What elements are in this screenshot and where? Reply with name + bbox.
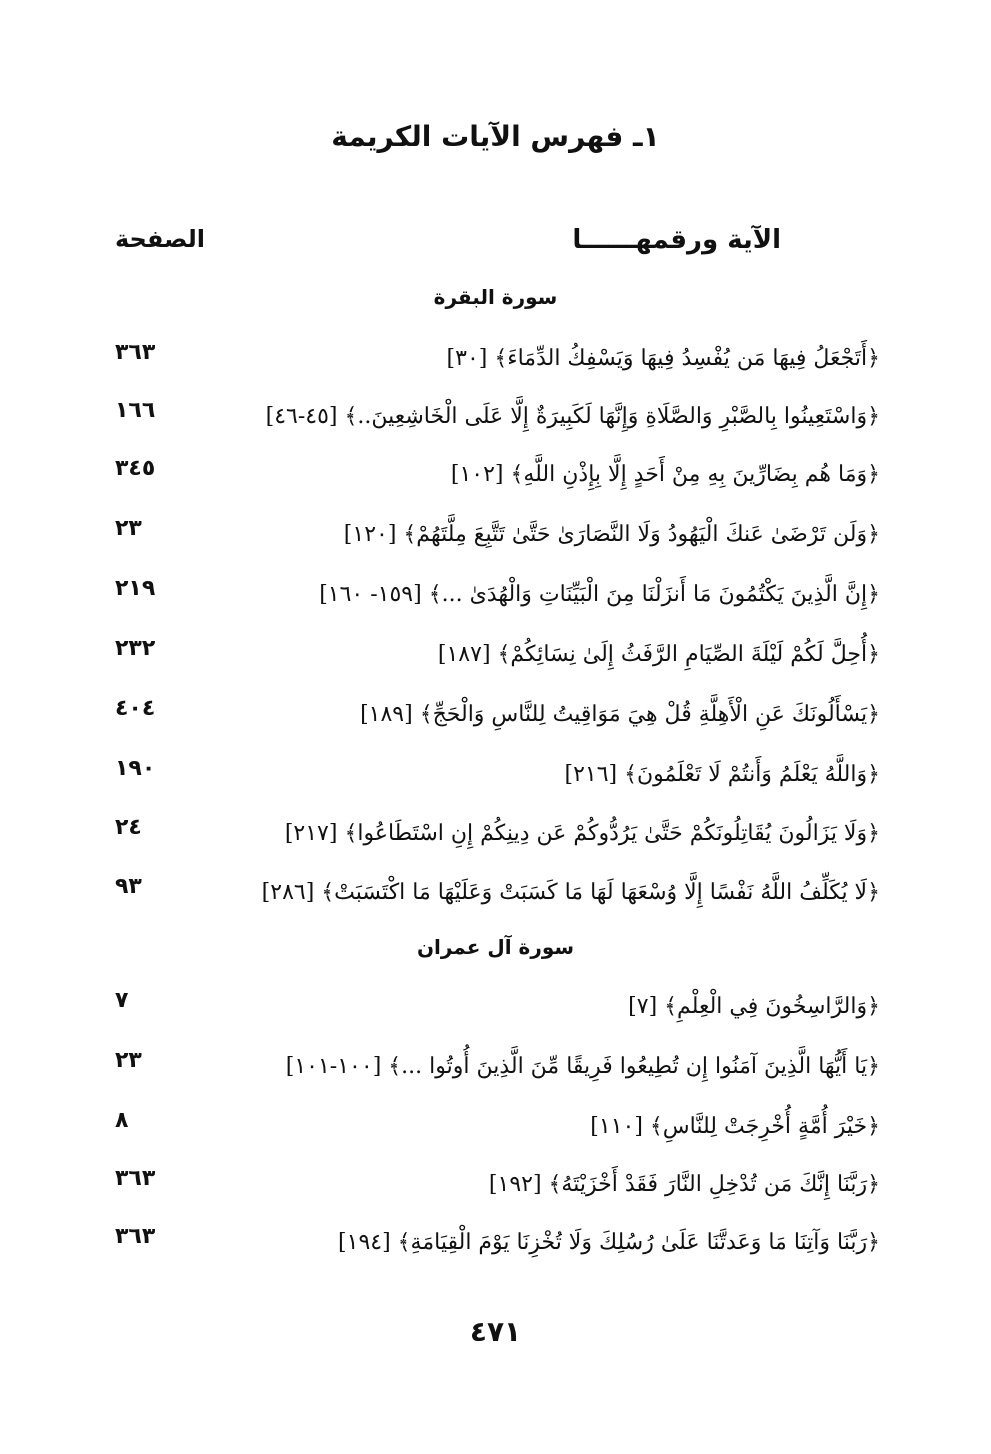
- ayah-text: ﴿رَبَّنَا إِنَّكَ مَن تُدْخِلِ النَّارَ فَقَدْ أَخْزَيْتَهُ﴾ [١٩٢]: [488, 1172, 880, 1197]
- page-number: ٢٣: [115, 516, 142, 541]
- ayah-text: ﴿وَالرَّاسِخُونَ فِي الْعِلْمِ﴾ [٧]: [628, 994, 880, 1019]
- column-header-ayah: الآية ورقمهــــــا: [572, 225, 781, 255]
- ayah-text: ﴿إِنَّ الَّذِينَ يَكْتُمُونَ مَا أَنزَلْنَا مِنَ الْبَيِّنَاتِ وَالْهُدَىٰ ...﴾ [١٥٩- ١٦٠]: [319, 582, 880, 607]
- index-entry: [100, 340, 880, 388]
- page-number: ٣٤٥: [115, 456, 156, 481]
- surah-heading-baqarah: سورة البقرة: [433, 285, 558, 309]
- ayah-text: ﴿أَتَجْعَلُ فِيهَا مَن يُفْسِدُ فِيهَا وَيَسْفِكُ الدِّمَاءَ﴾ [٣٠]: [446, 346, 880, 371]
- ayah-text: ﴿رَبَّنَا وَآتِنَا مَا وَعَدتَّنَا عَلَىٰ رُسُلِكَ وَلَا تُخْزِنَا يَوْمَ الْقِيَامَةِ﴾ [١٩٤]: [338, 1230, 880, 1255]
- index-entry: [100, 696, 880, 744]
- page-number: ١٩٠: [115, 756, 156, 781]
- index-entry: [100, 576, 880, 624]
- index-entry: [100, 1224, 880, 1272]
- ayah-text: ﴿وَاللَّهُ يَعْلَمُ وَأَنتُمْ لَا تَعْلَمُونَ﴾ [٢١٦]: [564, 762, 880, 787]
- index-entry: [100, 756, 880, 804]
- index-entry: [100, 1108, 880, 1156]
- ayah-text: ﴿وَمَا هُم بِضَارِّينَ بِهِ مِنْ أَحَدٍ إِلَّا بِإِذْنِ اللَّهِ﴾ [١٠٢]: [450, 462, 880, 487]
- page-number: ٤٠٤: [115, 696, 156, 721]
- index-entry: [100, 1166, 880, 1214]
- page-number: ٢١٩: [115, 576, 156, 601]
- page-number: ٢٣٢: [115, 636, 156, 661]
- page-number: ١٦٦: [115, 398, 156, 423]
- ayah-text: ﴿لَا يُكَلِّفُ اللَّهُ نَفْسًا إِلَّا وُسْعَهَا لَهَا مَا كَسَبَتْ وَعَلَيْهَا مَا اكْتَسَبَتْ﴾ [٢٨٦]: [261, 880, 880, 905]
- index-entry: [100, 636, 880, 684]
- ayah-text: ﴿يَسْأَلُونَكَ عَنِ الْأَهِلَّةِ قُلْ هِيَ مَوَاقِيتُ لِلنَّاسِ وَالْحَجِّ﴾ [١٨٩]: [360, 702, 880, 727]
- ayah-text: ﴿يَا أَيُّهَا الَّذِينَ آمَنُوا إِن تُطِيعُوا فَرِيقًا مِّنَ الَّذِينَ أُوتُوا ...﴾ [١٠٠-١٠١]: [285, 1054, 880, 1079]
- index-entry: [100, 516, 880, 564]
- ayah-text: ﴿وَاسْتَعِينُوا بِالصَّبْرِ وَالصَّلَاةِ وَإِنَّهَا لَكَبِيرَةٌ إِلَّا عَلَى الْخَاشِعِينَ..﴾ [٤٥-٤٦]: [265, 404, 880, 429]
- page-number: ٧: [115, 988, 129, 1013]
- page-number: ٨: [115, 1108, 129, 1133]
- page-number: ٣٦٣: [115, 1224, 156, 1249]
- index-entry: [100, 815, 880, 863]
- index-entry: [100, 988, 880, 1036]
- page-number: ٩٣: [115, 874, 142, 899]
- column-header-page: الصفحة: [115, 225, 206, 253]
- page-number: ٢٤: [115, 815, 142, 840]
- ayah-text: ﴿وَلَا يَزَالُونَ يُقَاتِلُونَكُمْ حَتَّىٰ يَرُدُّوكُمْ عَن دِينِكُمْ إِنِ اسْتَطَاعُوا﴾ [٢١٧]: [284, 821, 880, 846]
- ayah-text: ﴿وَلَن تَرْضَىٰ عَنكَ الْيَهُودُ وَلَا النَّصَارَىٰ حَتَّىٰ تَتَّبِعَ مِلَّتَهُمْ﴾ [١٢٠]: [343, 522, 880, 547]
- footer-page-number: ٤٧١: [469, 1315, 522, 1348]
- page-number: ٢٣: [115, 1048, 142, 1073]
- index-entry: [100, 1048, 880, 1096]
- ayah-text: ﴿أُحِلَّ لَكُمْ لَيْلَةَ الصِّيَامِ الرَّفَثُ إِلَىٰ نِسَائِكُمْ﴾ [١٨٧]: [437, 642, 880, 667]
- index-entry: [100, 398, 880, 446]
- index-entry: [100, 874, 880, 922]
- index-entry: [100, 456, 880, 504]
- surah-heading-aal-imran: سورة آل عمران: [416, 935, 575, 959]
- page-number: ٣٦٣: [115, 340, 156, 365]
- page-title: ١ـ فهرس الآيات الكريمة: [331, 120, 660, 153]
- page-number: ٣٦٣: [115, 1166, 156, 1191]
- ayah-text: ﴿خَيْرَ أُمَّةٍ أُخْرِجَتْ لِلنَّاسِ﴾ [١١٠]: [590, 1114, 880, 1139]
